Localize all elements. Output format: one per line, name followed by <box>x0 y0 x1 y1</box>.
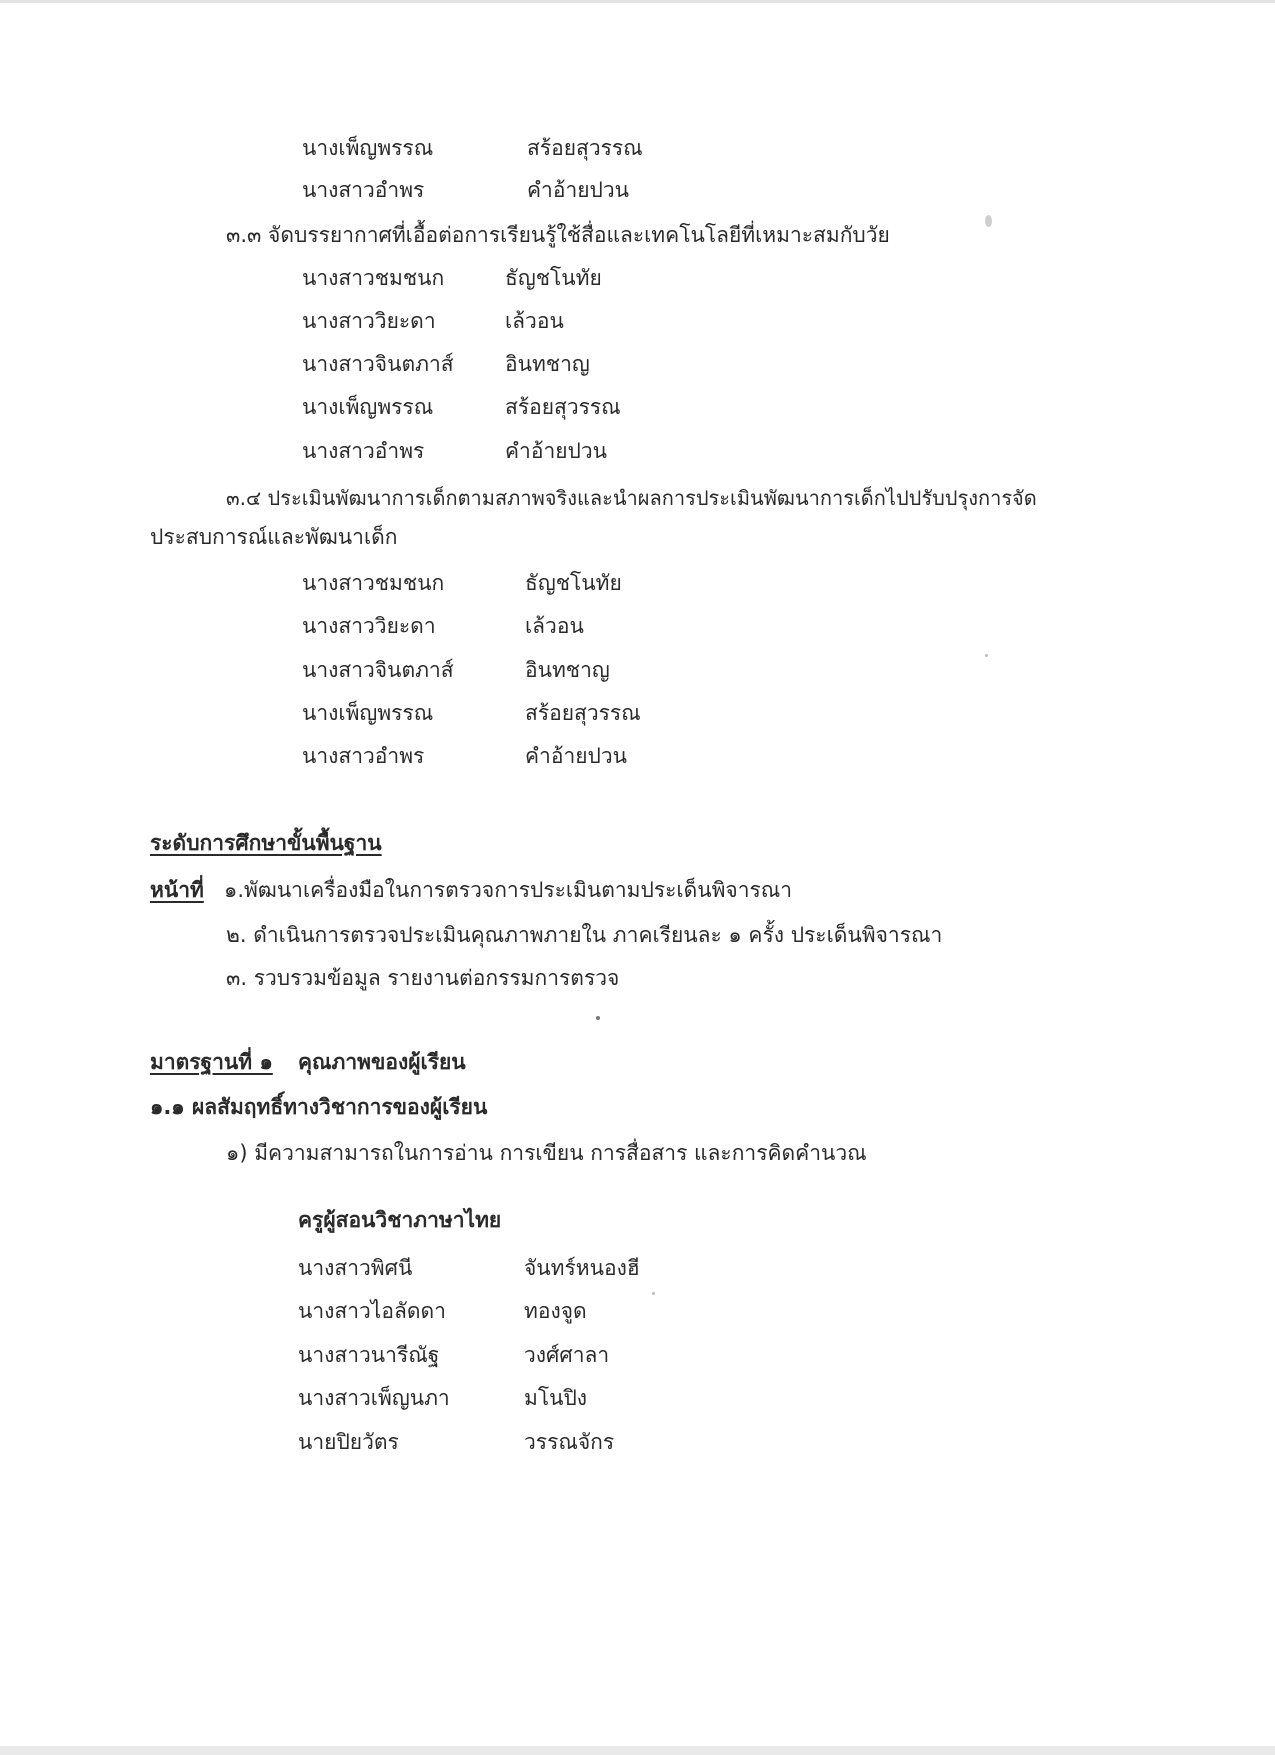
teacher-first-name: นางสาวพิศนี <box>298 1256 413 1280</box>
member-last-name: อินทชาญ <box>505 352 590 376</box>
member-last-name: เล้วอน <box>525 614 584 638</box>
member-first-name: นางสาววิยะดา <box>302 309 436 333</box>
teachers-heading: ครูผู้สอนวิชาภาษาไทย <box>298 1208 502 1232</box>
sub-heading: ๑.๑ ผลสัมฤทธิ์ทางวิชาการของผู้เรียน <box>150 1095 488 1119</box>
section-3-3-title: ๓.๓ จัดบรรยากาศที่เอื้อต่อการเรียนรู้ใช้สื่อและเทคโนโลยีที่เหมาะสมกับวัย <box>226 223 890 247</box>
member-last-name: อินทชาญ <box>525 658 610 682</box>
member-first-name: นางสาวชมชนก <box>302 571 445 595</box>
member-last-name: สร้อยสุวรรณ <box>505 395 621 419</box>
teacher-first-name: นางสาวนารีณัฐ <box>298 1343 440 1367</box>
duty-item: ๓. รวบรวมข้อมูล รายงานต่อกรรมการตรวจ <box>226 966 620 990</box>
member-last-name: เล้วอน <box>505 309 564 333</box>
teacher-first-name: นายปิยวัตร <box>298 1430 399 1454</box>
member-first-name: นางเพ็ญพรรณ <box>302 136 434 160</box>
teacher-last-name: วงศ์ศาลา <box>524 1343 610 1367</box>
member-first-name: นางสาวอำพร <box>302 178 425 202</box>
member-last-name: ธัญชโนทัย <box>525 571 622 595</box>
teacher-last-name: วรรณจักร <box>524 1430 615 1454</box>
scan-top-edge <box>0 0 1275 3</box>
section-3-4-title: ๓.๔ ประเมินพัฒนาการเด็กตามสภาพจริงและนำผลการประเมินพัฒนาการเด็กไปปรับปรุงการจัด <box>226 486 1037 510</box>
member-last-name: คำอ้ายปวน <box>527 178 630 202</box>
member-first-name: นางสาวจินตภาส์ <box>302 352 454 376</box>
teacher-first-name: นางสาวเพ็ญนภา <box>298 1386 450 1410</box>
scan-speck <box>985 215 992 227</box>
member-first-name: นางเพ็ญพรรณ <box>302 701 434 725</box>
member-last-name: สร้อยสุวรรณ <box>527 136 643 160</box>
section-3-4-title-continued: ประสบการณ์และพัฒนาเด็ก <box>150 525 398 549</box>
scan-bottom-edge <box>0 1746 1275 1755</box>
teacher-last-name: มโนปิง <box>524 1386 588 1410</box>
standard-label: มาตรฐานที่ ๑ <box>150 1050 273 1074</box>
scan-speck <box>596 1016 600 1020</box>
member-last-name: คำอ้ายปวน <box>525 744 628 768</box>
duty-item: ๒. ดำเนินการตรวจประเมินคุณภาพภายใน ภาคเรียนละ ๑ ครั้ง ประเด็นพิจารณา <box>226 923 943 947</box>
member-first-name: นางเพ็ญพรรณ <box>302 395 434 419</box>
scan-speck <box>985 654 988 657</box>
member-last-name: สร้อยสุวรรณ <box>525 701 641 725</box>
standard-item: ๑) มีความสามารถในการอ่าน การเขียน การสื่อสาร และการคิดคำนวณ <box>226 1141 867 1165</box>
standard-title: คุณภาพของผู้เรียน <box>298 1050 466 1074</box>
member-first-name: นางสาวอำพร <box>302 744 425 768</box>
scan-speck <box>652 1292 655 1295</box>
duty-label: หน้าที่ <box>150 878 204 902</box>
member-first-name: นางสาววิยะดา <box>302 614 436 638</box>
basic-education-heading: ระดับการศึกษาขั้นพื้นฐาน <box>150 831 382 855</box>
teacher-last-name: จันทร์หนองฮี <box>524 1256 640 1280</box>
teacher-last-name: ทองจูด <box>524 1299 587 1323</box>
member-first-name: นางสาวชมชนก <box>302 266 445 290</box>
member-last-name: คำอ้ายปวน <box>505 439 608 463</box>
duty-item: ๑.พัฒนาเครื่องมือในการตรวจการประเมินตามประเด็นพิจารณา <box>224 878 793 902</box>
member-last-name: ธัญชโนทัย <box>505 266 602 290</box>
teacher-first-name: นางสาวไอลัดดา <box>298 1299 446 1323</box>
member-first-name: นางสาวจินตภาส์ <box>302 658 454 682</box>
member-first-name: นางสาวอำพร <box>302 439 425 463</box>
